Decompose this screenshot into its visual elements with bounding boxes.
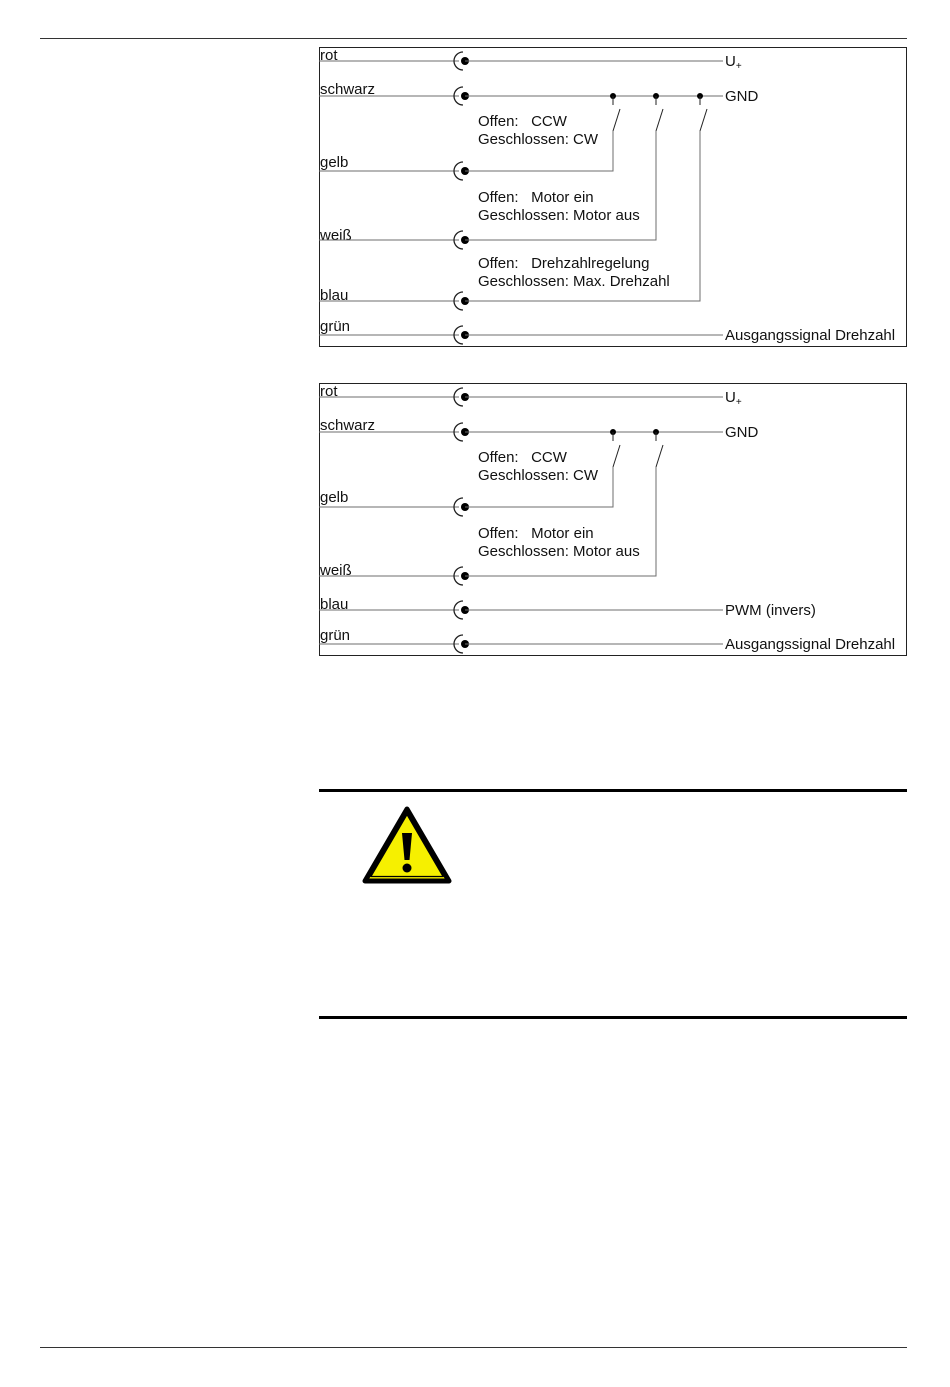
wire-label-gelb: gelb: [320, 154, 349, 171]
warning-bottom-rule: [319, 1016, 907, 1019]
header-rule: [40, 38, 907, 39]
switch-1-closed-text: Geschlossen: CW: [478, 467, 599, 484]
wiring-diagram-1-svg: [319, 47, 907, 349]
switch-1-open-text: Offen: CCW: [478, 449, 567, 466]
wire-label-schwarz: schwarz: [320, 81, 376, 98]
switch-1-closed-text: Geschlossen: CW: [478, 131, 599, 148]
switch-2-closed-text: Geschlossen: Motor aus: [478, 543, 640, 560]
switch-3-closed-text: Geschlossen: Max. Drehzahl: [478, 273, 670, 290]
wire-label-rot: rot: [320, 47, 338, 64]
warning-triangle-icon: [361, 805, 453, 890]
wire-label-weiss: weiß: [320, 562, 352, 579]
wire-label-gruen: grün: [320, 627, 351, 644]
terminal-u-plus: $U_+$: [725, 389, 742, 408]
switch-2-blade: [656, 109, 663, 131]
switch-1-blade: [613, 109, 620, 131]
wire-label-gruen: grün: [320, 318, 351, 335]
wire-label-weiss: weiß: [320, 227, 352, 244]
warning-exclamation-dot: [403, 864, 412, 873]
switch-1-open-text: Offen: CCW: [478, 113, 567, 130]
terminal-pwm: PWM (invers): [725, 602, 816, 619]
warning-top-rule: [319, 789, 907, 792]
diagram-frame: [320, 48, 907, 347]
diagram-frame: [320, 384, 907, 656]
switch-2-open-text: Offen: Motor ein: [478, 189, 594, 206]
terminal-gnd: GND: [725, 88, 759, 105]
switch-3-open-text: Offen: Drehzahlregelung: [478, 255, 650, 272]
wire-label-blau: blau: [320, 287, 349, 304]
wiring-diagram-1: [319, 47, 907, 349]
wire-label-gelb: gelb: [320, 489, 349, 506]
terminal-speed-output: Ausgangssignal Drehzahl: [725, 327, 896, 344]
switch-1-blade: [613, 445, 620, 467]
terminal-gnd: GND: [725, 424, 759, 441]
switch-3-blade: [700, 109, 707, 131]
switch-2-open-text: Offen: Motor ein: [478, 525, 594, 542]
wiring-diagram-2-svg: [319, 383, 907, 657]
footer-rule: [40, 1347, 907, 1348]
wiring-diagram-2: [319, 383, 907, 657]
switch-2-closed-text: Geschlossen: Motor aus: [478, 207, 640, 224]
terminal-u-plus: $U_+$: [725, 53, 742, 72]
wire-label-rot: rot: [320, 383, 338, 400]
terminal-speed-output: Ausgangssignal Drehzahl: [725, 636, 896, 653]
switch-2-blade: [656, 445, 663, 467]
wire-label-schwarz: schwarz: [320, 417, 376, 434]
wire-label-blau: blau: [320, 596, 349, 613]
warning-triangle-svg: [361, 805, 453, 885]
